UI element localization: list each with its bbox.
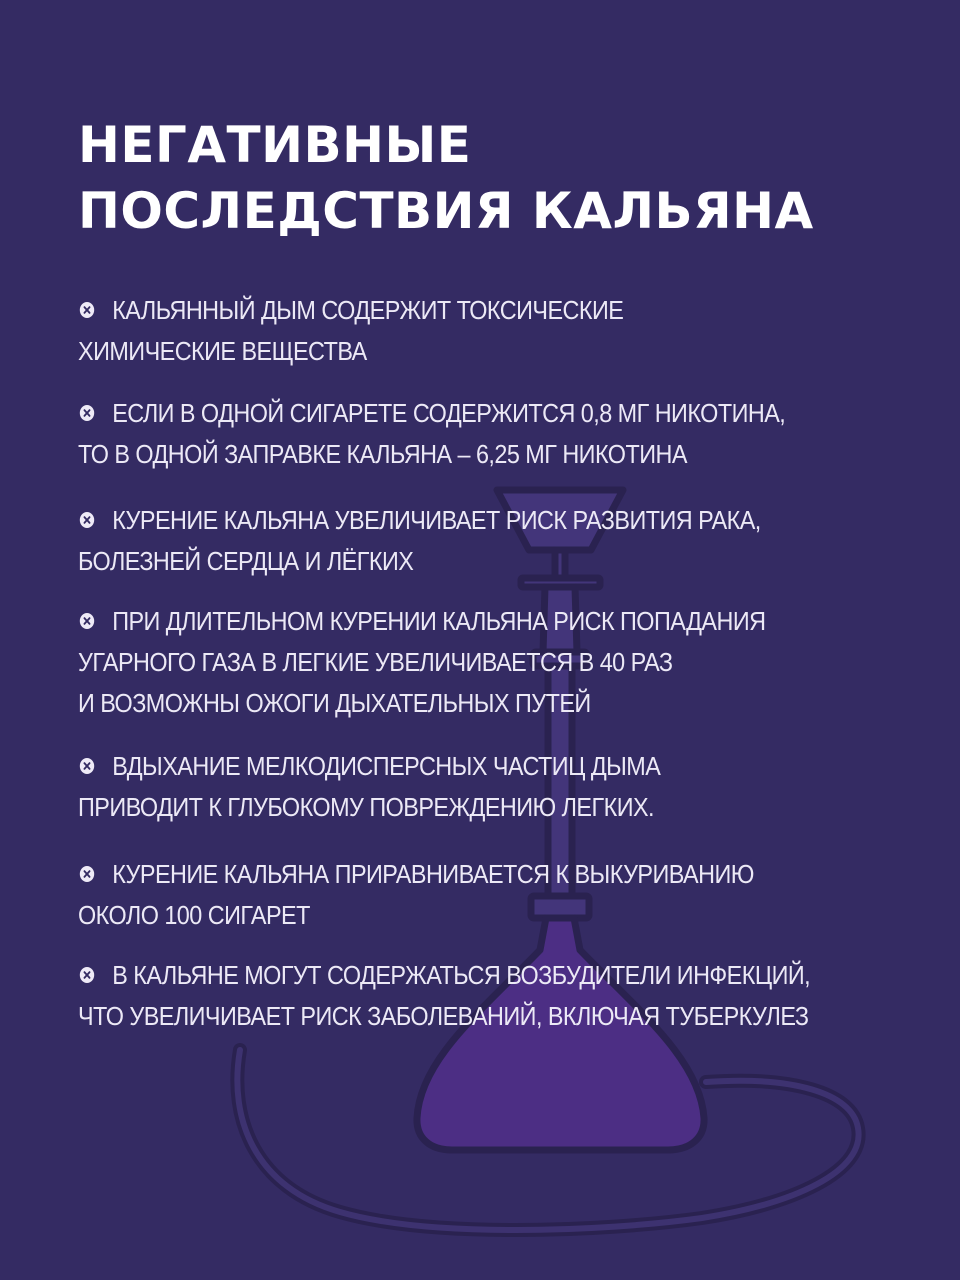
fact-text-line: ВДЫХАНИЕ МЕЛКОДИСПЕРСНЫХ ЧАСТИЦ ДЫМА — [112, 751, 661, 781]
close-circle-icon — [80, 405, 94, 421]
close-circle-icon — [80, 512, 94, 528]
fact-text-line: БОЛЕЗНЕЙ СЕРДЦА И ЛЁГКИХ — [78, 546, 414, 576]
fact-text-line: ХИМИЧЕСКИЕ ВЕЩЕСТВА — [78, 336, 367, 366]
close-circle-icon — [80, 613, 94, 629]
fact-text-line: ЕСЛИ В ОДНОЙ СИГАРЕТЕ СОДЕРЖИТСЯ 0,8 МГ НИКОТИНА, — [112, 398, 786, 428]
fact-item — [78, 955, 918, 1037]
title-line-1: НЕГАТИВНЫЕ — [78, 116, 472, 174]
fact-text-line: КАЛЬЯННЫЙ ДЫМ СОДЕРЖИТ ТОКСИЧЕСКИЕ — [112, 295, 624, 325]
fact-item — [78, 746, 918, 828]
close-circle-icon — [80, 758, 94, 774]
fact-item — [78, 601, 918, 724]
fact-item — [78, 500, 918, 582]
fact-text-line: УГАРНОГО ГАЗА В ЛЕГКИЕ УВЕЛИЧИВАЕТСЯ В 40 РАЗ — [78, 647, 673, 677]
fact-text-line: ЧТО УВЕЛИЧИВАЕТ РИСК ЗАБОЛЕВАНИЙ, ВКЛЮЧАЯ ТУБЕРКУЛЕЗ — [78, 1001, 809, 1031]
fact-text-line: КУРЕНИЕ КАЛЬЯНА УВЕЛИЧИВАЕТ РИСК РАЗВИТИЯ РАКА, — [112, 505, 761, 535]
fact-item — [78, 393, 918, 475]
fact-text-line: ТО В ОДНОЙ ЗАПРАВКЕ КАЛЬЯНА – 6,25 МГ НИКОТИНА — [78, 439, 687, 469]
fact-text-line: ОКОЛО 100 СИГАРЕТ — [78, 900, 310, 930]
fact-text-line: КУРЕНИЕ КАЛЬЯНА ПРИРАВНИВАЕТСЯ К ВЫКУРИВАНИЮ — [112, 859, 754, 889]
fact-text-line: ПРИ ДЛИТЕЛЬНОМ КУРЕНИИ КАЛЬЯНА РИСК ПОПАДАНИЯ — [112, 606, 766, 636]
close-circle-icon — [80, 302, 94, 318]
close-circle-icon — [80, 967, 94, 983]
fact-text-line: В КАЛЬЯНЕ МОГУТ СОДЕРЖАТЬСЯ ВОЗБУДИТЕЛИ ИНФЕКЦИЙ, — [112, 960, 811, 990]
fact-item — [78, 854, 918, 936]
fact-item — [78, 290, 918, 372]
title-line-2: ПОСЛЕДСТВИЯ КАЛЬЯНА — [78, 182, 814, 240]
close-circle-icon — [80, 866, 94, 882]
fact-text-line: ПРИВОДИТ К ГЛУБОКОМУ ПОВРЕЖДЕНИЮ ЛЕГКИХ. — [78, 792, 655, 822]
fact-text-line: И ВОЗМОЖНЫ ОЖОГИ ДЫХАТЕЛЬНЫХ ПУТЕЙ — [78, 688, 591, 718]
page-title — [78, 112, 814, 244]
